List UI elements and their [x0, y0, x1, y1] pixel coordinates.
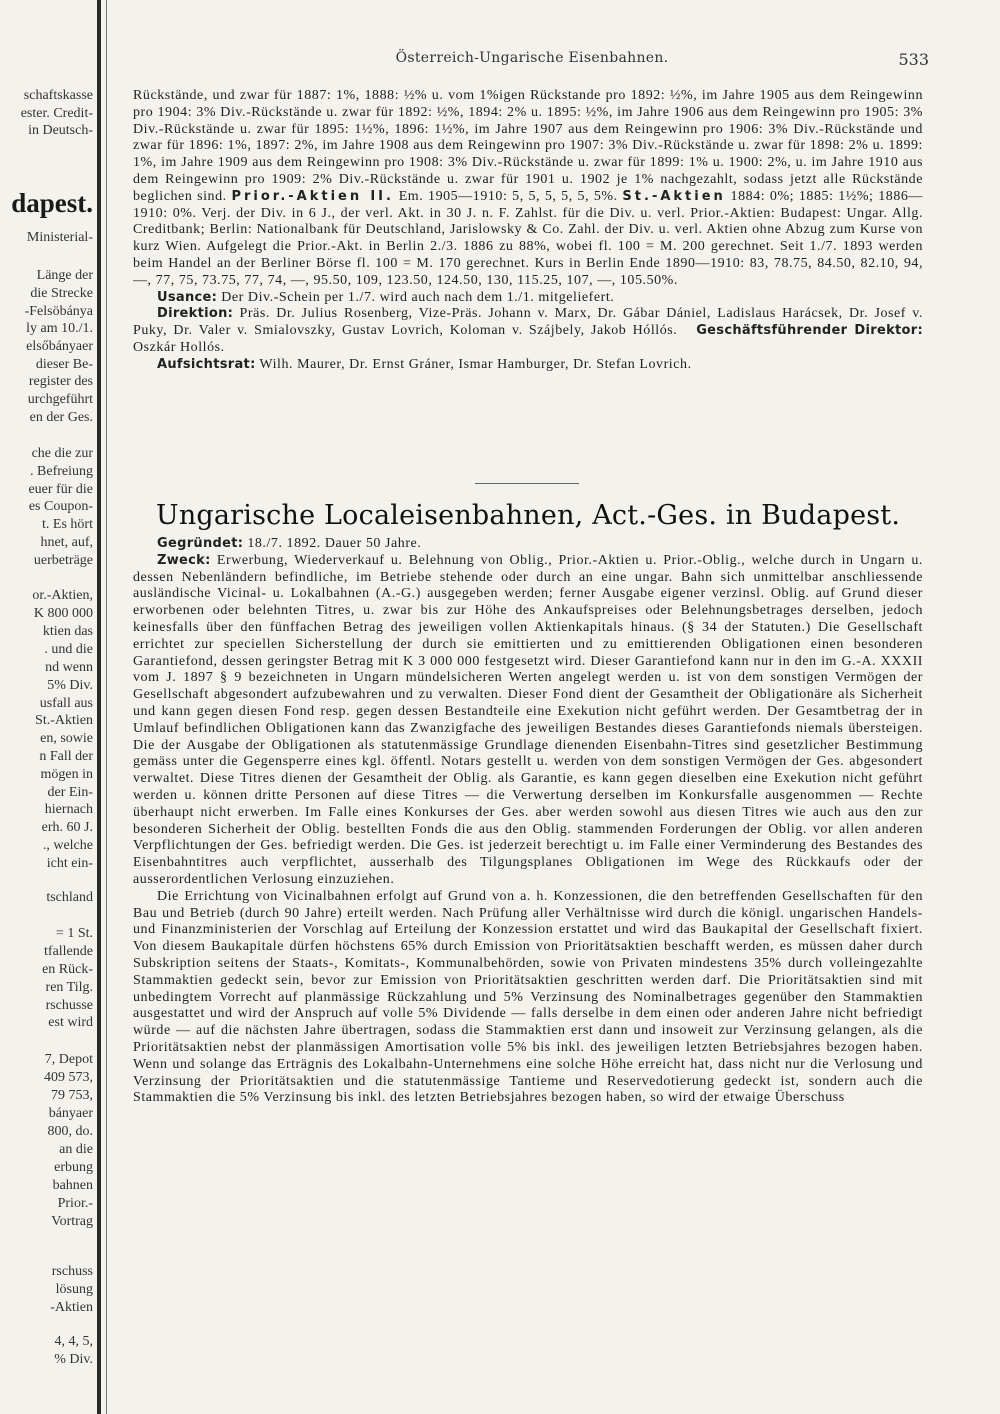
gutter-line: 800, do. — [47, 1124, 93, 1139]
gutter-line: register des — [28, 374, 93, 389]
gutter-line: % Div. — [54, 1352, 93, 1367]
gutter-line: an die — [59, 1142, 93, 1157]
gutter-line: Länge der — [36, 268, 93, 283]
gutter-line: elsőbányaer — [26, 339, 93, 354]
gutter-line: rschusse — [45, 998, 93, 1013]
gutter-line: bahnen — [52, 1178, 93, 1193]
prior-aktien-label: Prior.-Aktien II. — [231, 188, 394, 204]
gutter-line: St.-Aktien — [35, 713, 93, 728]
gutter-line: usfall aus — [39, 696, 93, 711]
zweck-paragraph — [133, 553, 923, 889]
gutter-line: -Felsöbánya — [24, 304, 93, 319]
st-aktien-text: 1884: 0%; 1885: 1½%; 1886—1910: 0%. Verj. der Div. in 6 J., der verl. Akt. in 30 J. n. F. Zahlst. für die Div. u. verl. Prior.-Aktien: Budapest: Ungar. Allg. Creditbank; Berlin: Nationalbank für Deutschland, Jarislowsky & Co. Zahl. der Div. u. verl. Aktien ohne Abzug zum Kurse von kurz Wien. Aufgelegt die Prior.-Akt. in Berlin 2./3. 1886 zu 88%, wobei fl. 100 = M. 200 gerechnet. Seit 1./7. 1893 werden beim Handel an der Berliner Börse fl. 100 = M. 170 gerechnet. Kurs in Berlin Ende 1890—1910: 83, 78.75, 84.50, 82.10, 94, —, 77, 75, 73.75, 77, 74, —, 95.50, 109, 123.50, 124.50, 130, 115.25, 107, —, 105.50%. — [133, 188, 923, 288]
gutter-line: Prior.- — [57, 1196, 93, 1211]
gutter-line: bányaer — [48, 1106, 93, 1121]
gutter-line: tschland — [46, 890, 93, 905]
st-aktien-label: St.-Aktien — [622, 188, 726, 204]
page-number: 533 — [898, 50, 929, 69]
gutter-line: erh. 60 J. — [41, 820, 93, 835]
gutter-line: ren Tilg. — [45, 980, 93, 995]
gutter-line: en, sowie — [40, 731, 93, 746]
gutter-line: -Aktien — [50, 1300, 93, 1315]
previous-company-continuation — [133, 88, 923, 478]
gutter-line: rschuss — [51, 1264, 93, 1279]
gutter-line: uerbeträge — [33, 553, 93, 568]
direktion-text: Präs. Dr. Julius Rosenberg, Vize-Präs. Johann v. Marx, Dr. Gábar Dániel, Ladislaus Harácsek, Dr. Josef v. Puky, Dr. Valer v. Smialovszky, Gustav Lovrich, Koloman v. Szájbely, Jakob Hóllós. — [133, 306, 923, 339]
geschaeftsfuehrer-label: Geschäftsführender Direktor: — [696, 323, 923, 339]
gutter-line: n Fall der — [39, 749, 93, 764]
prior-aktien-text: Em. 1905—1910: 5, 5, 5, 5, 5, 5%. — [398, 188, 618, 204]
gutter-line: es Coupon- — [28, 499, 93, 514]
zweck-text: Erwerbung, Wiederverkauf u. Belehnung von Oblig., Prior.-Aktien u. Prior.-Oblig., welche durch in Ungarn u. dessen Nebenländern befindliche, im Betriebe stehende oder durch an eine ungar. Bahn sich unmittelbar anschliessende ausländische Vicinal- u. Lokalbahnen (A.-G.) ausgegeben werden; ferner Ausgabe eigener verzinsl. Oblig. auf Grund dieser erworbenen oder belehnten Titres, u. zwar bis zur Höhe des Ankaufspreises oder Belehnungsbetrages derselben, jedoch keinesfalls über den fünffachen Betrag des jeweiligen vollen Aktienkapitals hinaus. (§ 34 der Statuten.) Die Gesellschaft errichtet zur speciellen Sicherstellung der durch sie emittierten und zu emittierenden Obligationen einen besonderen Garantiefond, dessen geringster Betrag mit K 3 000 000 festgesetzt wird. Dieser Garantiefond kann nur in den im G.-A. XXXII vom J. 1897 § 9 bezeichneten in Ungarn mündelsicheren Werten angelegt werden u. ist von dem sonstigen Vermögen der Gesellschaft abgesondert aufzubewahren und zu verwalten. Dieser Fond dient der Gesamtheit der Obligationäre als Sicherheit und kann gegen diesen Fond resp. gegen dessen Bestandteile eine Exekution nicht geführt werden. Der Gesamtbetrag der in Umlauf befindlichen Obligationen kann das Zwanzigfache des jeweiligen Bestandes dieses Garantiefonds niemals übersteigen. Die der Ausgabe der Obligationen als statutenmässige Grundlage dienenden Eisenbahn-Titres sind gesetzlicher Bestimmung gemäss unter die Gegensperre eines kgl. öffentl. Notars gestellt u. werden von dem sonstigen Vermögen der Ges. abgesondert verwaltet. Diese Titres dienen der Gesamtheit der Oblig. als Garantie, es kann gegen dieselben eine Exekution nicht geführt werden u. können dritte Personen auf diese Titres — die Verwertung derselben im Konkursfalle ausgenommen — Rechte überhaupt nicht erwerben. Im Falle eines Konkurses der Ges. aber werden sowohl aus diesen Titres wie auch aus den zur besonderen Sicherheit der Oblig. bestellten Fonds die aus den Oblig. stammenden Forderungen der Oblig. vor allen anderen Verpflichtungen der Ges. befriedigt werden. Die Ges. ist jederzeit berechtigt u. im Falle einer Verminderung des Bestandes des Eisenbahntitres auch verpflichtet, ausserhalb des Tilgungsplanes Obligationen im Wege des Rückkaufs oder der ausserordentlichen Verlosung einzuziehen. — [133, 552, 923, 887]
gegruendet-paragraph — [133, 536, 923, 553]
gutter-line: hnet, auf, — [40, 535, 93, 550]
gutter-line: Vortrag — [51, 1214, 93, 1229]
column-rule-thin — [106, 0, 107, 1414]
gutter-line: euer für die — [28, 482, 93, 497]
gutter-line: t. Es hört — [42, 517, 93, 532]
gutter-line: che die zur — [31, 446, 93, 461]
gutter-line: 409 573, — [44, 1070, 93, 1085]
gutter-line: nd wenn — [45, 660, 93, 675]
usance-text: Der Div.-Schein per 1./7. wird auch nach dem 1./1. mitgeliefert. — [221, 289, 615, 305]
gegruendet-label: Gegründet: — [157, 536, 244, 551]
running-header — [133, 50, 931, 72]
gutter-line: mögen in — [40, 767, 93, 782]
gutter-line: urchgeführt — [27, 392, 93, 407]
gutter-line: 7, Depot — [44, 1052, 93, 1067]
gutter-line: or.-Aktien, — [32, 588, 93, 603]
gutter-line: 79 753, — [51, 1088, 93, 1103]
geschaeftsfuehrer-text: Oszkár Hollós. — [133, 339, 225, 355]
gutter-line: 5% Div. — [47, 678, 93, 693]
direktion-paragraph — [133, 306, 923, 356]
gutter-line: 4, 4, 5, — [54, 1334, 93, 1349]
zweck-label: Zweck: — [157, 552, 211, 568]
gutter-line: ., welche — [42, 838, 93, 853]
gutter-line: en der Ges. — [29, 410, 93, 425]
direktion-label: Direktion: — [157, 306, 234, 322]
vicinalbahnen-paragraph: Die Errichtung von Vicinalbahnen erfolgt auf Grund von a. h. Konzessionen, die den betreffenden Gesellschaften für den Bau und Betrieb (durch 90 Jahre) erteilt werden. Nach Prüfung aller Verhältnisse wird durch die königl. ungarischen Handels- und Finanzministerien der Vorschlag auf Erteilung der Konzession erstattet und wird das Baukapital der Gesellschaft fixiert. Von diesem Baukapitale dürfen höchstens 65% durch Emission von Prioritätsaktien beschafft werden, es müssen daher durch Subskription seitens der Staats-, Komitats-, Kommunalbehörden, sowie von Privaten mindestens 35% durch volleingezahlte Stammaktien gedeckt sein, bevor zur Emission von Prioritätsaktien geschritten werden darf. Die Prioritätsaktien sind mit unbedingtem Vorrecht auf planmässige Rückzahlung und 5% Verzinsung des Nominalbetrages gegenüber den Stammaktien ausgestattet und wird der Anspruch auf volle 5% Dividende — falls derselbe in dem einen oder anderen Jahre nicht befriedigt würde — auf die nächsten Jahre übertragen, sodass die Stammaktien erst dann und insoweit zur Verzinsung gelangen, als die Prioritätsaktien nebst der planmässigen Amortisation volle 5% bis inkl. des jeweiligen letzten Betriebsjahres bezogen haben. Wenn und solange das Erträgnis des Lokalbahn-Unternehmens eine solche Höhe erreicht hat, dass nicht nur die Verlosung und Verzinsung der Prioritätsaktien und die statutenmässige Tantieme und Reservedotierung gedeckt ist, sondern auch die Stammaktien die 5% Verzinsung bis inkl. des letzten Betriebsjahres bezogen haben, so wird der etwaige Überschuss — [133, 888, 923, 1106]
gutter-line: est wird — [48, 1015, 93, 1030]
gutter-line: en Rück- — [42, 962, 93, 977]
aufsichtsrat-label: Aufsichtsrat: — [157, 356, 256, 372]
gutter-line: = 1 St. — [55, 926, 93, 941]
gutter-line: K 800 000 — [33, 606, 93, 621]
running-title: Österreich-Ungarische Eisenbahnen. — [395, 50, 669, 66]
gegruendet-text: 18./7. 1892. Dauer 50 Jahre. — [247, 536, 422, 551]
usance-paragraph — [133, 290, 923, 307]
aufsichtsrat-paragraph — [133, 357, 923, 374]
column-rule — [97, 0, 101, 1414]
usance-label: Usance: — [157, 289, 218, 305]
company-title: Ungarische Localeisenbahnen, Act.-Ges. in Budapest. — [155, 500, 901, 531]
previous-page-fragment — [0, 88, 95, 1388]
gutter-line: ester. Credit- — [20, 106, 93, 121]
section-separator — [475, 483, 579, 484]
gutter-line: die Strecke — [30, 286, 93, 301]
gutter-line: lösung — [55, 1282, 93, 1297]
gutter-line: Ministerial- — [26, 230, 93, 245]
gutter-line: tfallende — [44, 944, 93, 959]
aufsichtsrat-text: Wilh. Maurer, Dr. Ernst Gráner, Ismar Hamburger, Dr. Stefan Lovrich. — [259, 356, 692, 372]
gutter-line: in Deutsch- — [28, 123, 93, 138]
gutter-line: . Befreiung — [30, 464, 93, 479]
gutter-line: . und die — [44, 642, 93, 657]
gutter-line: der Ein- — [47, 785, 93, 800]
gutter-line: ly am 10./1. — [26, 321, 93, 336]
dividend-arrears-text: Rückstände, und zwar für 1887: 1%, 1888: ½% u. vom 1%igen Rückstande pro 1892: ½%, im Jahre 1905 aus dem Reingewinn pro 1904: 3% Div.-Rückstände u. zwar für 1892: ½%, 1894: 2% u. 1895: ½%, im Jahre 1906 aus dem Reingewinn pro 1905: 3% Div.-Rückstände u. zwar für 1895: 1½%, 1896: 1½%, im Jahre 1907 aus dem Reingewinn pro 1906: 3% Div.-Rückstände und zwar für 1896: 1%, 1897: 2%, im Jahre 1908 aus dem Reingewinn pro 1907: 3% Div.-Rückstände u. zwar für 1898: 2% u. 1899: 1%, im Jahre 1909 aus dem Reingewinn pro 1908: 3% Div.-Rückstände u. zwar für 1899: 1% u. 1900: 2%, u. im Jahre 1910 aus dem Reingewinn pro 1909: 2% Div.-Rückstände u. zwar für 1901 u. 1902 je 1% nachgezahlt, sodass jetzt alle Rückstände beglichen sind. Prior.-Aktien II. Em. 1905—1910: 5, 5, 5, 5, 5, 5%. St.-Aktien 1884: 0%; 1885: 1½%; 1886—1910: 0%. Verj. der Div. in 6 J., der verl. Akt. in 30 J. n. F. Zahlst. für die Div. u. verl. Prior.-Aktien: Budapest: Ungar. Allg. Creditbank; Berlin: Nationalbank für Deutschland, Jarislowsky & Co. Zahl. der Div. u. verl. Aktien ohne Abzug zum Kurse von kurz Wien. Aufgelegt die Prior.-Akt. in Berlin 2./3. 1886 zu 88%, wobei fl. 100 = M. 200 gerechnet. Seit 1./7. 1893 werden beim Handel an der Berliner Börse fl. 100 = M. 170 gerechnet. Kurs in Berlin Ende 1890—1910: 83, 78.75, 84.50, 82.10, 94, —, 77, 75, 73.75, 77, 74, —, 95.50, 109, 123.50, 124.50, 130, 115.25, 107, —, 105.50%. — [133, 88, 923, 288]
gutter-line: hiernach — [44, 802, 93, 817]
gutter-line: erbung — [54, 1160, 93, 1175]
gutter-line: dapest. — [11, 188, 93, 218]
gutter-line: schaftskasse — [23, 88, 93, 103]
company-entry-body — [133, 536, 923, 1384]
gutter-line: icht ein- — [46, 856, 93, 871]
gutter-line: dieser Be- — [35, 357, 93, 372]
gutter-line: ktien das — [42, 624, 93, 639]
